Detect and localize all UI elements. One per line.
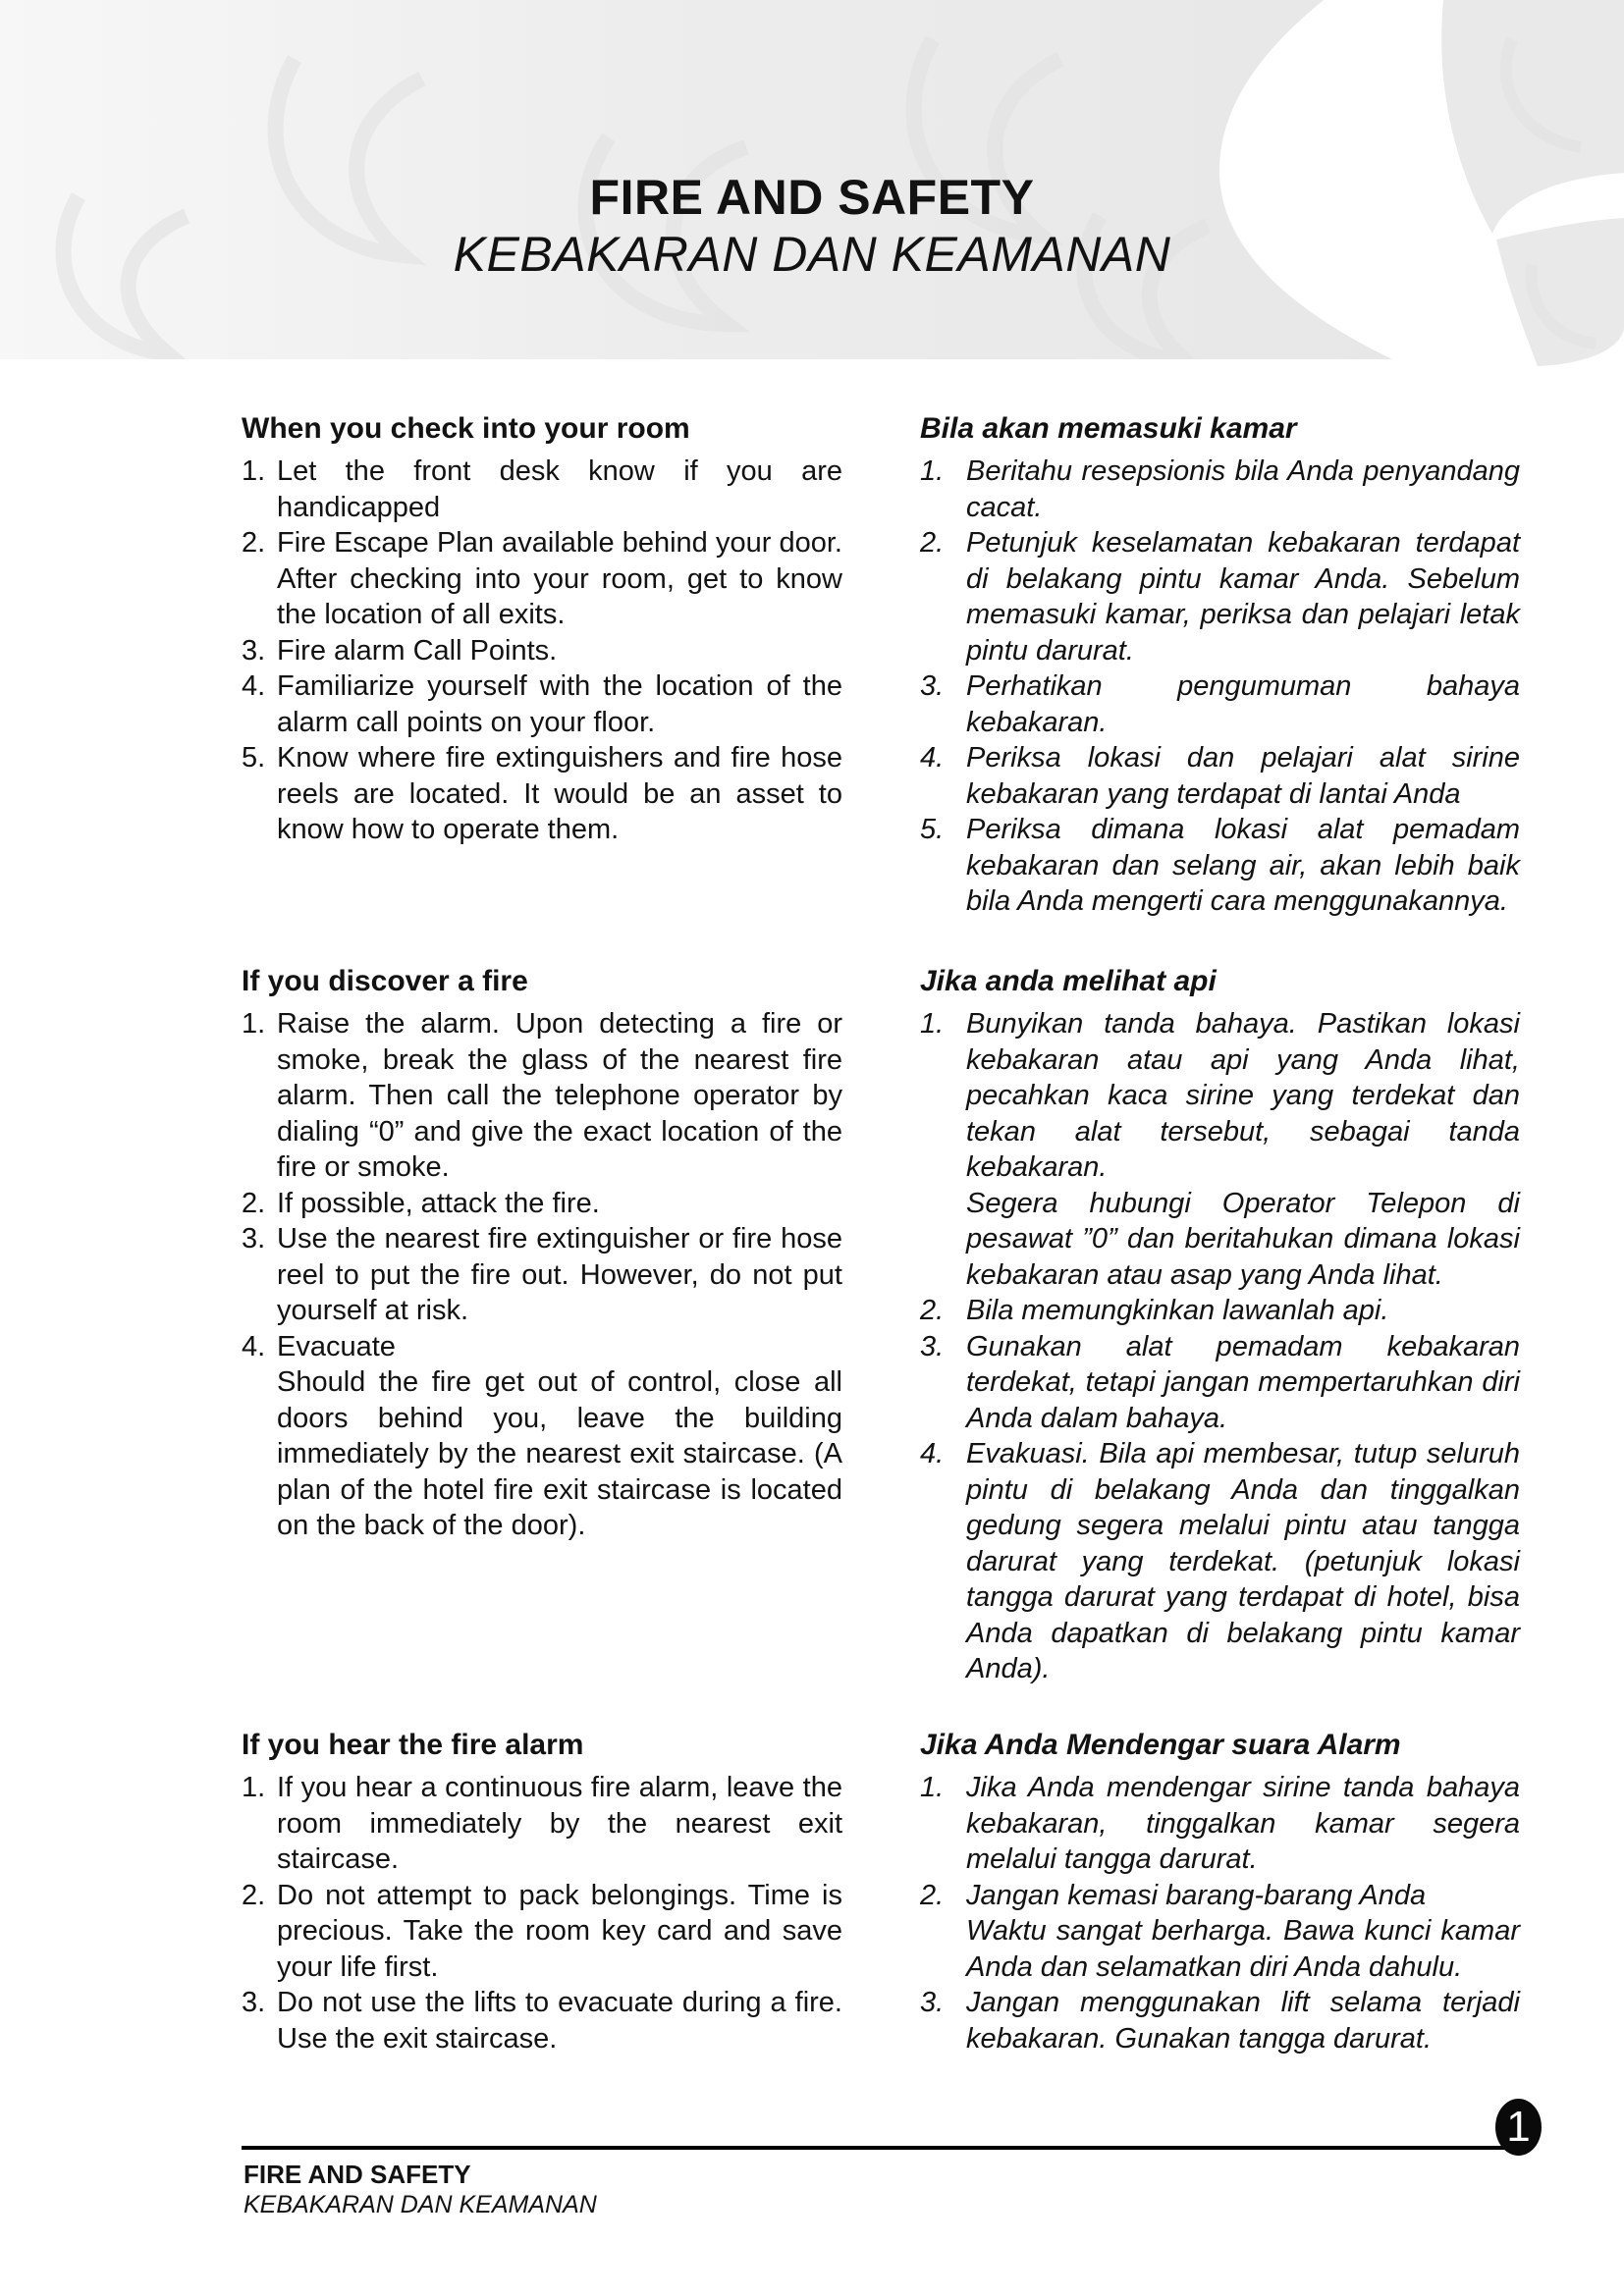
list-item-text: Evakuasi. Bila api membesar, tutup seluruh pintu di belakang Anda dan tinggalkan gedung segera melalui pintu atau tangga darurat yang terdekat. (petunjuk lokasi tangga darurat yang terdapat di hotel, bisa Anda dapatkan di belakang pintu kamar Anda). bbox=[966, 1438, 1520, 1684]
list-item-number: 3. bbox=[242, 1987, 266, 2018]
list-item-number: 2. bbox=[920, 527, 945, 559]
list-item-number: 1. bbox=[920, 1772, 945, 1803]
list-item-number: 3. bbox=[920, 1987, 945, 2018]
footer-text-block bbox=[244, 2160, 597, 2220]
list-item-number: 4. bbox=[920, 1438, 945, 1469]
list-item bbox=[920, 812, 1520, 920]
list-item-number: 5. bbox=[242, 742, 266, 774]
numbered-list bbox=[242, 1006, 842, 1544]
list-item bbox=[920, 1770, 1520, 1878]
list-item-number: 4. bbox=[242, 1330, 266, 1362]
list-item-text: Evacuate Should the fire get out of control, close all doors behind you, leave the building immediately by the nearest exit staircase. (A plan of the hotel fire exit staircase is located on the back of the door). bbox=[277, 1330, 842, 1541]
list-item bbox=[242, 633, 842, 669]
list-item bbox=[242, 1985, 842, 2056]
list-item-number: 2. bbox=[242, 1879, 266, 1911]
list-item bbox=[920, 1293, 1520, 1329]
list-item-text: Petunjuk keselamatan kebakaran terdapat di belakang pintu kamar Anda. Sebelum memasuki kamar, periksa dan pelajari letak pintu darurat. bbox=[966, 527, 1520, 667]
list-item-text: Gunakan alat pemadam kebakaran terdekat, tetapi jangan mempertaruhkan diri Anda dalam bahaya. bbox=[966, 1330, 1520, 1434]
list-item-text: Beritahu resepsionis bila Anda penyandang cacat. bbox=[966, 455, 1520, 523]
list-item bbox=[920, 454, 1520, 525]
list-item-number: 2. bbox=[242, 1187, 266, 1219]
list-item bbox=[242, 740, 842, 848]
list-item-text: Let the front desk know if you are handicapped bbox=[277, 455, 842, 523]
numbered-list bbox=[920, 1006, 1520, 1687]
list-item-text: Know where fire extinguishers and fire hose reels are located. It would be an asset to know how to operate them. bbox=[277, 742, 842, 845]
footer-title-en: FIRE AND SAFETY bbox=[244, 2160, 471, 2189]
footer-subtitle-id: KEBAKARAN DAN KEAMANAN bbox=[244, 2191, 597, 2218]
numbered-list bbox=[920, 454, 1520, 920]
content-grid bbox=[242, 410, 1520, 2056]
list-item-number: 1. bbox=[242, 1772, 266, 1803]
list-item-number: 1. bbox=[920, 455, 945, 487]
section-check-in-en bbox=[242, 410, 842, 963]
list-item bbox=[920, 740, 1520, 812]
list-item bbox=[920, 668, 1520, 740]
list-item bbox=[242, 1186, 842, 1222]
list-item-number: 2. bbox=[920, 1879, 945, 1911]
numbered-list bbox=[242, 1770, 842, 2056]
list-item-number: 2. bbox=[242, 527, 266, 559]
list-item bbox=[242, 1221, 842, 1329]
list-item bbox=[920, 1878, 1520, 1986]
list-item bbox=[920, 1329, 1520, 1437]
list-item-number: 1. bbox=[242, 455, 266, 487]
list-item bbox=[242, 525, 842, 633]
list-item bbox=[920, 525, 1520, 668]
list-item-text: Raise the alarm. Upon detecting a fire or smoke, break the glass of the nearest fire alarm. Then call the telephone operator by dialing “0” and give the exact location of the fire or smoke. bbox=[277, 1008, 842, 1183]
list-item-text: Periksa lokasi dan pelajari alat sirine kebakaran yang terdapat di lantai Anda bbox=[966, 742, 1520, 810]
section-heading: If you hear the fire alarm bbox=[242, 1729, 584, 1761]
document-title-block bbox=[0, 169, 1624, 283]
list-item bbox=[242, 1770, 842, 1878]
list-item bbox=[242, 1006, 842, 1186]
page-number: 1 bbox=[1506, 2103, 1531, 2151]
list-item bbox=[920, 1436, 1520, 1687]
list-item-text: Perhatikan pengumuman bahaya kebakaran. bbox=[966, 670, 1520, 738]
list-item-number: 3. bbox=[242, 1223, 266, 1255]
section-heading: Bila akan memasuki kamar bbox=[920, 412, 1297, 445]
list-item-number: 1. bbox=[920, 1008, 945, 1040]
list-item-number: 5. bbox=[920, 814, 945, 845]
section-discover-fire-en bbox=[242, 963, 842, 1727]
list-item-text: Jangan menggunakan lift selama terjadi kebakaran. Gunakan tangga darurat. bbox=[966, 1987, 1520, 2055]
list-item bbox=[920, 1985, 1520, 2056]
section-heading: When you check into your room bbox=[242, 412, 690, 445]
list-item-text: Fire Escape Plan available behind your door. After checking into your room, get to know the location of all exits. bbox=[277, 527, 842, 630]
list-item-text: Fire alarm Call Points. bbox=[277, 634, 558, 667]
section-discover-fire-id bbox=[920, 963, 1520, 1727]
section-heading: Jika Anda Mendengar suara Alarm bbox=[920, 1729, 1401, 1761]
list-item-text: If possible, attack the fire. bbox=[277, 1187, 600, 1219]
section-fire-alarm-id bbox=[920, 1727, 1520, 2056]
list-item bbox=[242, 454, 842, 525]
list-item-text: Use the nearest fire extinguisher or fire hose reel to put the fire out. However, do not put yourself at risk. bbox=[277, 1223, 842, 1326]
section-fire-alarm-en bbox=[242, 1727, 842, 2056]
footer-rule bbox=[242, 2146, 1518, 2150]
list-item-text: Bila memungkinkan lawanlah api. bbox=[966, 1295, 1389, 1326]
list-item-number: 3. bbox=[920, 670, 945, 702]
document-title-id: KEBAKARAN DAN KEAMANAN bbox=[453, 227, 1171, 282]
numbered-list bbox=[242, 454, 842, 848]
list-item-text: Periksa dimana lokasi alat pemadam kebakaran dan selang air, akan lebih baik bila Anda mengerti cara menggunakannya. bbox=[966, 814, 1520, 917]
list-item-text: Familiarize yourself with the location of the alarm call points on your floor. bbox=[277, 670, 842, 738]
document-title-en: FIRE AND SAFETY bbox=[589, 170, 1035, 225]
list-item-text: Jangan kemasi barang-barang Anda Waktu sangat berharga. Bawa kunci kamar Anda dan selamatkan diri Anda dahulu. bbox=[966, 1879, 1520, 1983]
list-item-number: 2. bbox=[920, 1295, 945, 1326]
list-item-number: 1. bbox=[242, 1008, 266, 1040]
list-item bbox=[242, 1878, 842, 1986]
list-item-text: Jika Anda mendengar sirine tanda bahaya kebakaran, tinggalkan kamar segera melalui tangga darurat. bbox=[966, 1772, 1520, 1875]
section-heading: Jika anda melihat api bbox=[920, 965, 1217, 997]
list-item-number: 4. bbox=[920, 742, 945, 774]
numbered-list bbox=[920, 1770, 1520, 2056]
list-item-text: Do not attempt to pack belongings. Time is precious. Take the room key card and save your life first. bbox=[277, 1879, 842, 1983]
list-item-number: 3. bbox=[920, 1330, 945, 1362]
list-item-text: Bunyikan tanda bahaya. Pastikan lokasi kebakaran atau api yang Anda lihat, pecahkan kaca sirine yang terdekat dan tekan alat tersebut, sebagai tanda kebakaran. Segera hubungi Operator Telepon di pesawat ”0” dan beritahukan dimana lokasi kebakaran atau asap yang Anda lihat. bbox=[966, 1008, 1520, 1291]
section-heading: If you discover a fire bbox=[242, 965, 528, 997]
section-check-in-id bbox=[920, 410, 1520, 963]
page-number-badge bbox=[1495, 2099, 1542, 2156]
list-item-number: 4. bbox=[242, 670, 266, 702]
list-item bbox=[920, 1006, 1520, 1293]
list-item-text: Do not use the lifts to evacuate during a fire. Use the exit staircase. bbox=[277, 1987, 842, 2055]
list-item bbox=[242, 668, 842, 740]
list-item-text: If you hear a continuous fire alarm, leave the room immediately by the nearest exit staircase. bbox=[277, 1772, 842, 1875]
list-item-number: 3. bbox=[242, 634, 266, 667]
list-item bbox=[242, 1329, 842, 1544]
